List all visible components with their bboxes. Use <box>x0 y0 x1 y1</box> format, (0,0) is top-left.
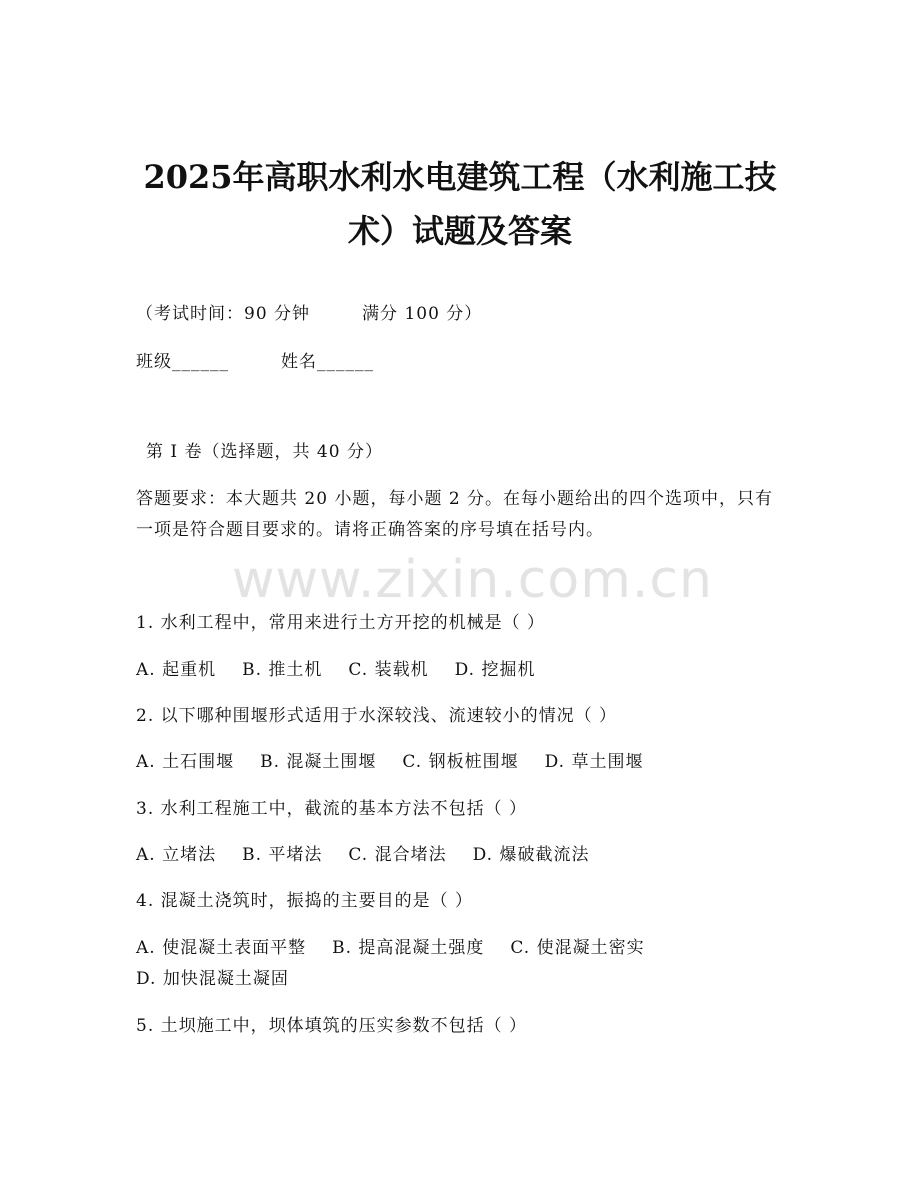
question-3-stem: 3. 水利工程施工中，截流的基本方法不包括（ ） <box>136 799 528 819</box>
title-line-2: 术）试题及答案 <box>347 212 572 250</box>
question-2-options <box>136 748 643 776</box>
option-b: B. 提高混凝土强度 <box>332 938 485 958</box>
full-score: 满分 100 分） <box>362 304 483 324</box>
student-info <box>136 348 374 376</box>
option-d: D. 爆破截流法 <box>472 845 590 865</box>
option-d: D. 加快混凝土凝固 <box>136 969 289 989</box>
option-c: C. 装载机 <box>348 660 429 680</box>
option-c: C. 钢板桩围堰 <box>402 752 519 772</box>
name-field: 姓名______ <box>281 352 374 372</box>
title-line-1: 2025年高职水利水电建筑工程（水利施工技 <box>143 158 777 196</box>
option-b: B. 平堵法 <box>242 845 323 865</box>
option-a: A. 使混凝土表面平整 <box>136 938 307 958</box>
question-5-stem: 5. 土坝施工中，坝体填筑的压实参数不包括（ ） <box>136 1016 528 1036</box>
question-1-options <box>136 656 535 684</box>
watermark-text: www.zixin.com.cn <box>232 550 713 610</box>
option-b: B. 混凝土围堰 <box>260 752 377 772</box>
exam-info <box>136 300 482 328</box>
option-c: C. 混合堵法 <box>348 845 447 865</box>
question-3-options <box>136 841 589 869</box>
option-a: A. 起重机 <box>136 660 217 680</box>
option-c: C. 使混凝土密实 <box>510 938 645 958</box>
document-title <box>110 150 810 258</box>
section-heading: 第 I 卷（选择题，共 40 分） <box>146 442 383 462</box>
question-1-stem: 1. 水利工程中，常用来进行土方开挖的机械是（ ） <box>136 613 546 633</box>
class-field: 班级______ <box>136 352 229 372</box>
question-2-stem: 2. 以下哪种围堰形式适用于水深较浅、流速较小的情况（ ） <box>136 706 618 726</box>
option-a: A. 立堵法 <box>136 845 217 865</box>
option-d: D. 草土围堰 <box>544 752 644 772</box>
option-d: D. 挖掘机 <box>454 660 536 680</box>
instructions: 答题要求：本大题共 20 小题，每小题 2 分。在每小题给出的四个选项中，只有一项是符合题目要求的。请将正确答案的序号填在括号内。 <box>136 489 774 540</box>
exam-time: （考试时间：90 分钟 <box>136 304 311 324</box>
question-4-stem: 4. 混凝土浇筑时，振捣的主要目的是（ ） <box>136 891 474 911</box>
option-b: B. 推土机 <box>242 660 323 680</box>
question-4-options <box>136 933 796 995</box>
option-a: A. 土石围堰 <box>136 752 235 772</box>
